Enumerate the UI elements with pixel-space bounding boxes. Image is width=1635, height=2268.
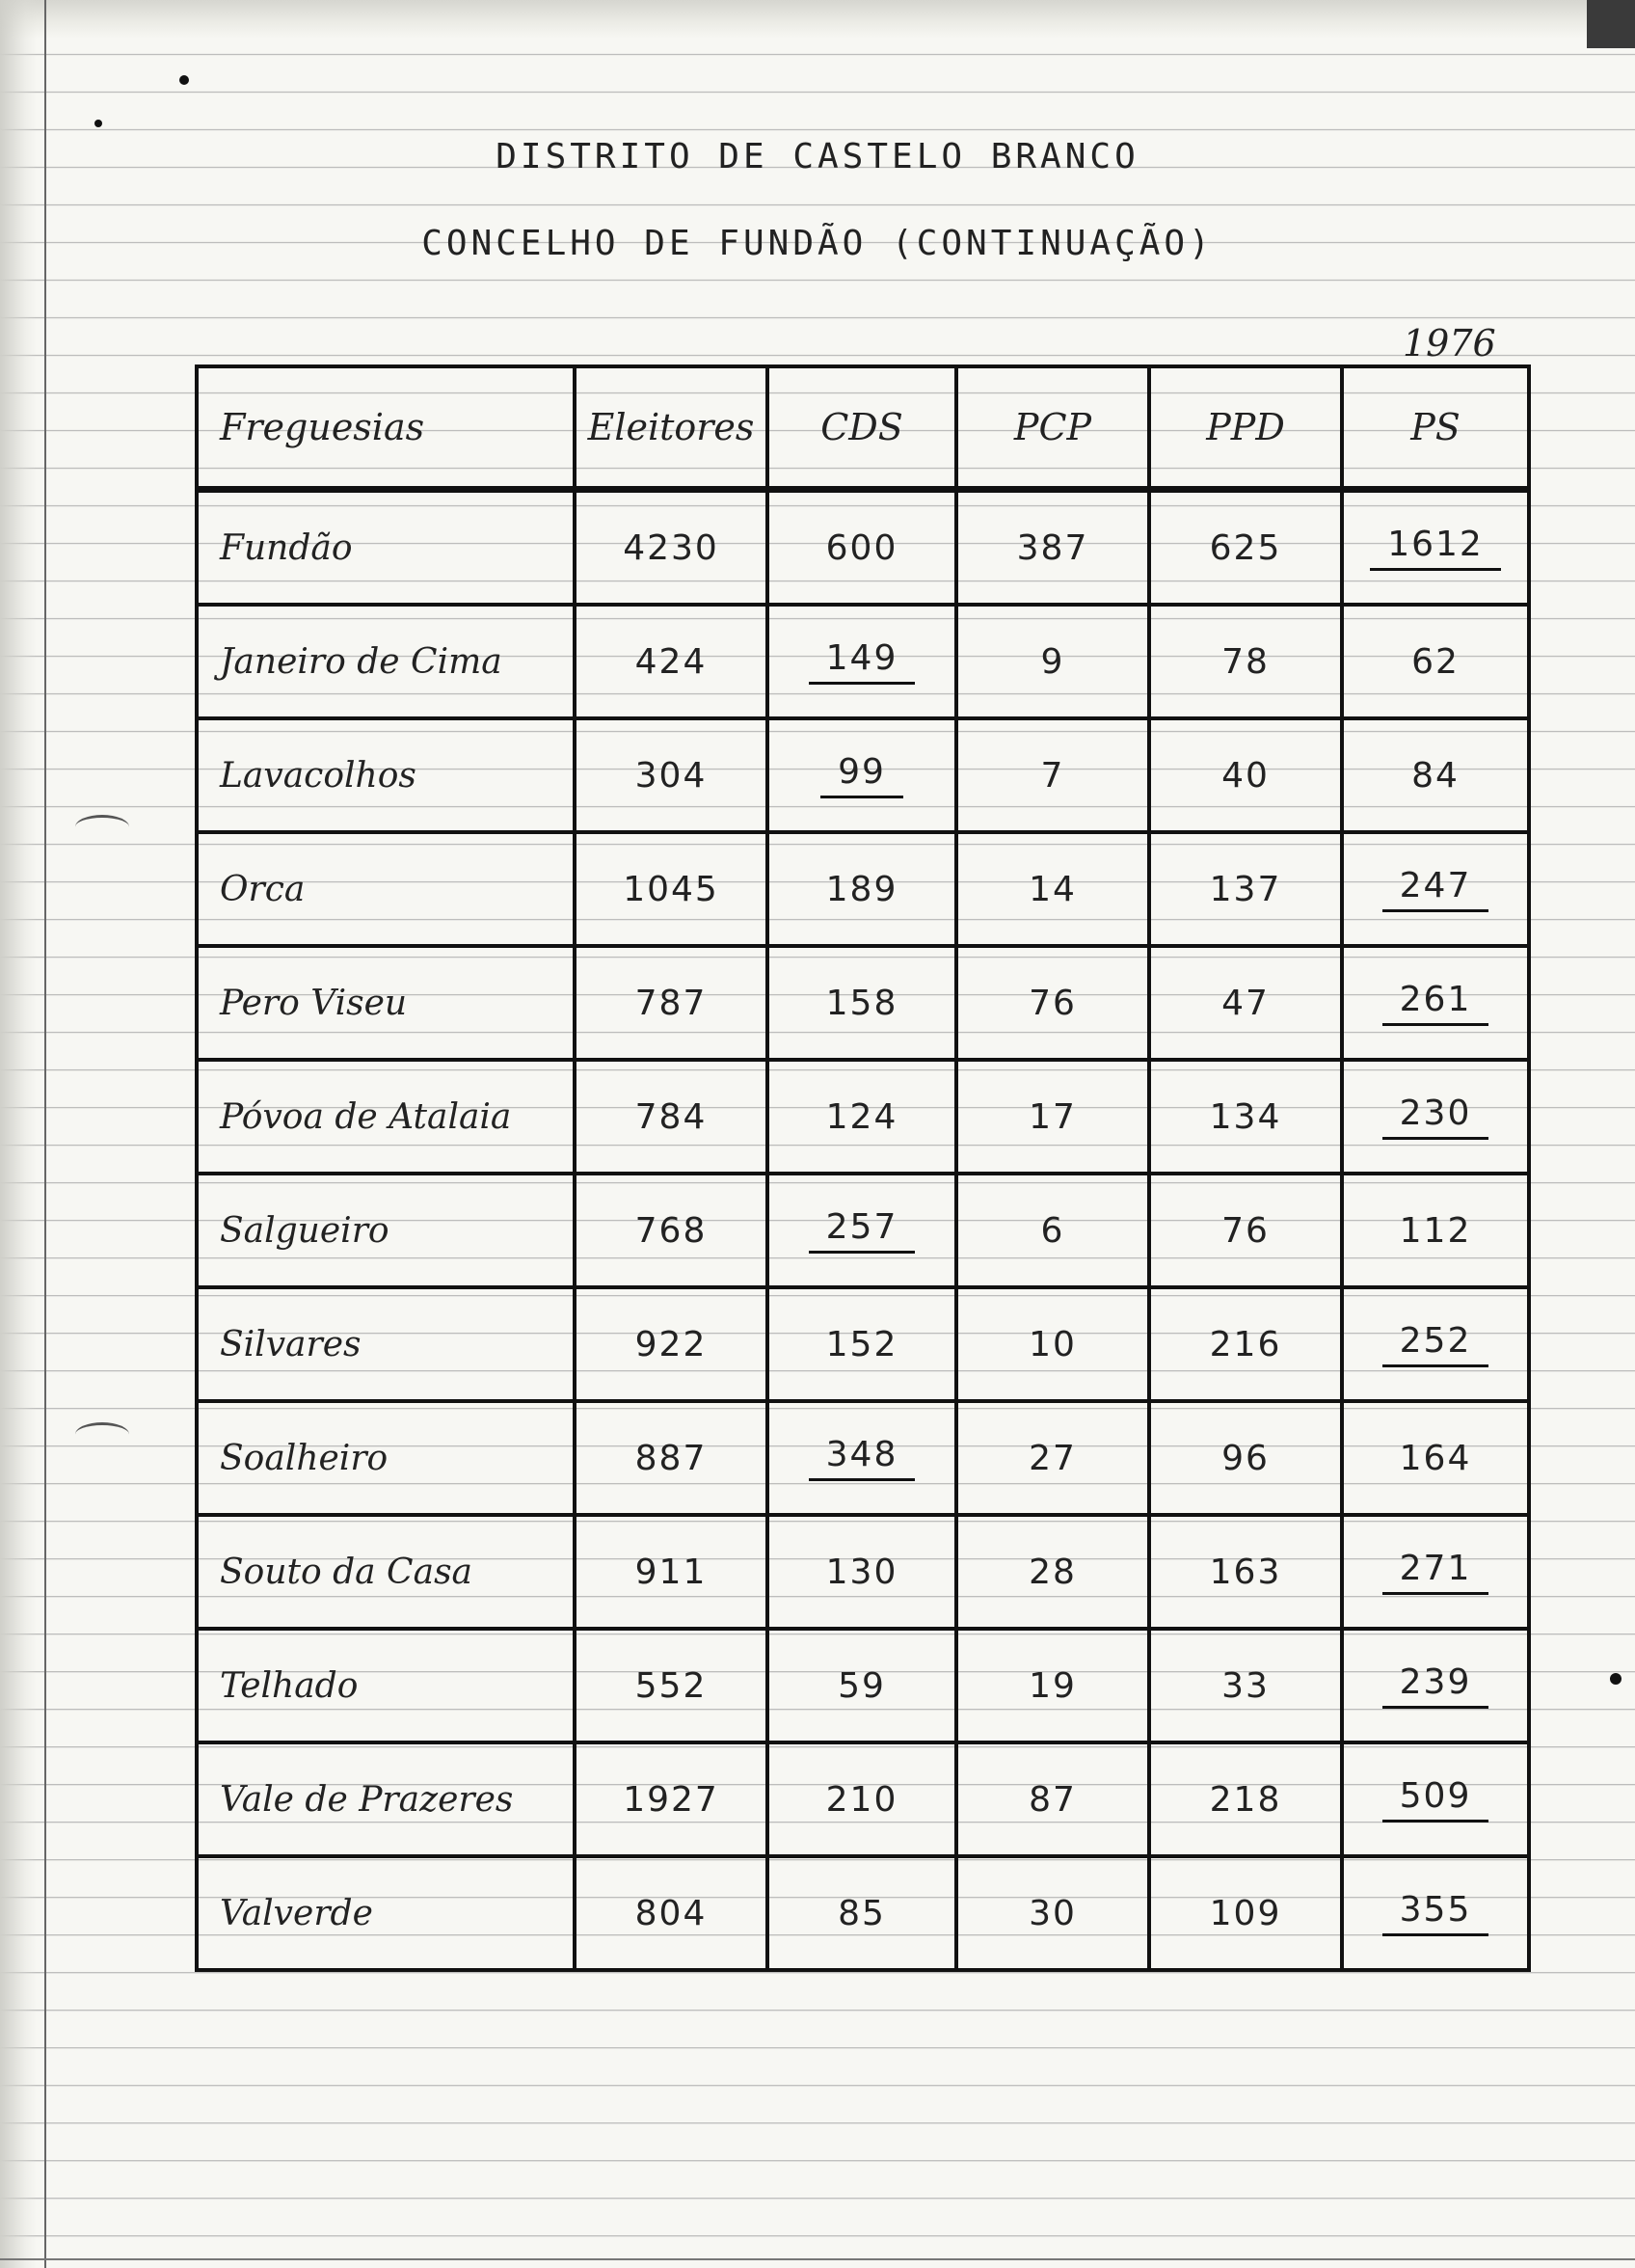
pcp-cell (956, 1060, 1149, 1174)
ps-cell (1342, 1515, 1529, 1629)
eleitores-value: 4230 (623, 527, 719, 568)
ps-value: 247 (1382, 866, 1489, 912)
cds-value: 149 (809, 638, 916, 685)
column-header-cds: CDS (767, 366, 956, 490)
ppd-cell (1149, 1856, 1342, 1970)
freguesia-cell: Vale de Prazeres (197, 1742, 575, 1856)
ppd-value: 47 (1221, 983, 1270, 1023)
cds-value: 210 (825, 1779, 898, 1820)
ppd-value: 216 (1209, 1324, 1282, 1364)
ppd-value: 137 (1209, 869, 1282, 909)
council-title: CONCELHO DE FUNDÃO (CONTINUAÇÃO) (421, 224, 1214, 263)
eleitores-value: 768 (634, 1210, 708, 1251)
pcp-value: 28 (1029, 1552, 1077, 1592)
ppd-cell (1149, 718, 1342, 832)
pcp-cell (956, 832, 1149, 946)
freguesia-cell: Pero Viseu (197, 946, 575, 1060)
cds-value: 600 (825, 527, 898, 568)
freguesia-cell: Telhado (197, 1629, 575, 1742)
ps-cell (1342, 490, 1529, 606)
cds-value: 130 (825, 1552, 898, 1592)
pcp-value: 76 (1029, 983, 1077, 1023)
pcp-cell (956, 1629, 1149, 1742)
pcp-value: 7 (1040, 755, 1065, 796)
ps-cell (1342, 718, 1529, 832)
eleitores-cell (575, 1287, 767, 1401)
ps-value: 271 (1382, 1549, 1489, 1595)
pcp-value: 6 (1040, 1210, 1065, 1251)
table-row (197, 946, 1529, 1060)
pcp-value: 387 (1016, 527, 1089, 568)
ps-cell (1342, 1629, 1529, 1742)
eleitores-cell (575, 1060, 767, 1174)
pcp-cell (956, 1515, 1149, 1629)
pcp-value: 9 (1040, 641, 1065, 682)
ps-value: 1612 (1370, 525, 1501, 571)
ppd-value: 78 (1221, 641, 1270, 682)
pcp-cell (956, 1856, 1149, 1970)
eleitores-cell (575, 1856, 767, 1970)
table-row (197, 1174, 1529, 1287)
eleitores-cell (575, 605, 767, 718)
ps-cell (1342, 605, 1529, 718)
cds-cell (767, 946, 956, 1060)
column-header-pcp: PCP (956, 366, 1149, 490)
column-header-eleitores: Eleitores (575, 366, 767, 490)
ppd-cell (1149, 490, 1342, 606)
freguesia-cell: Valverde (197, 1856, 575, 1970)
ps-value: 355 (1382, 1890, 1489, 1936)
ppd-value: 76 (1221, 1210, 1270, 1251)
column-header-ps: PS (1342, 366, 1529, 490)
eleitores-value: 911 (634, 1552, 708, 1592)
ppd-cell (1149, 1174, 1342, 1287)
ppd-cell (1149, 832, 1342, 946)
ppd-cell (1149, 1515, 1342, 1629)
eleitores-value: 1045 (623, 869, 719, 909)
ps-cell (1342, 946, 1529, 1060)
ps-cell (1342, 1174, 1529, 1287)
eleitores-value: 552 (634, 1665, 708, 1706)
pcp-value: 27 (1029, 1438, 1077, 1478)
punch-hole-mark (75, 1422, 129, 1446)
cds-value: 99 (820, 752, 903, 798)
ppd-value: 40 (1221, 755, 1270, 796)
table-row (197, 1629, 1529, 1742)
ppd-value: 109 (1209, 1893, 1282, 1933)
cds-cell (767, 605, 956, 718)
ps-value: 84 (1411, 755, 1460, 796)
table-row (197, 1515, 1529, 1629)
cds-value: 189 (825, 869, 898, 909)
eleitores-cell (575, 1629, 767, 1742)
eleitores-cell (575, 1742, 767, 1856)
ps-cell (1342, 1287, 1529, 1401)
pcp-cell (956, 718, 1149, 832)
eleitores-value: 424 (634, 641, 708, 682)
ppd-value: 96 (1221, 1438, 1270, 1478)
cds-value: 348 (809, 1435, 916, 1481)
scan-left-edge (0, 0, 37, 2268)
table-row (197, 1401, 1529, 1515)
freguesia-cell: Silvares (197, 1287, 575, 1401)
pcp-cell (956, 946, 1149, 1060)
cds-cell (767, 832, 956, 946)
cds-cell (767, 718, 956, 832)
freguesia-cell: Orca (197, 832, 575, 946)
eleitores-cell (575, 490, 767, 606)
freguesia-cell: Janeiro de Cima (197, 605, 575, 718)
cds-cell (767, 1401, 956, 1515)
ps-value: 62 (1411, 641, 1460, 682)
pcp-cell (956, 1287, 1149, 1401)
cds-value: 59 (838, 1665, 886, 1706)
year-label: 1976 (1403, 322, 1496, 364)
eleitores-value: 887 (634, 1438, 708, 1478)
scan-corner (1587, 0, 1635, 48)
ps-value: 230 (1382, 1094, 1489, 1140)
ppd-cell (1149, 1287, 1342, 1401)
cds-cell (767, 1174, 956, 1287)
ps-cell (1342, 832, 1529, 946)
pcp-cell (956, 1174, 1149, 1287)
bottom-rule (0, 2258, 1635, 2260)
freguesia-cell: Salgueiro (197, 1174, 575, 1287)
ps-cell (1342, 1401, 1529, 1515)
cds-cell (767, 1742, 956, 1856)
cds-value: 158 (825, 983, 898, 1023)
ink-dot (1610, 1673, 1622, 1685)
cds-cell (767, 1856, 956, 1970)
pcp-value: 19 (1029, 1665, 1077, 1706)
pcp-value: 87 (1029, 1779, 1077, 1820)
ppd-cell (1149, 946, 1342, 1060)
cds-cell (767, 1060, 956, 1174)
eleitores-cell (575, 1401, 767, 1515)
eleitores-value: 784 (634, 1096, 708, 1137)
ppd-cell (1149, 1629, 1342, 1742)
cds-cell (767, 1515, 956, 1629)
table-body (197, 490, 1529, 1971)
district-title: DISTRITO DE CASTELO BRANCO (496, 137, 1139, 176)
punch-hole-mark (75, 815, 129, 839)
ps-value: 112 (1399, 1210, 1472, 1251)
eleitores-value: 787 (634, 983, 708, 1023)
cds-cell (767, 1287, 956, 1401)
ps-value: 261 (1382, 980, 1489, 1026)
ps-value: 239 (1382, 1662, 1489, 1709)
ppd-cell (1149, 605, 1342, 718)
ppd-cell (1149, 1060, 1342, 1174)
scan-top-edge (0, 0, 1635, 39)
freguesia-cell: Fundão (197, 490, 575, 606)
pcp-value: 14 (1029, 869, 1077, 909)
ppd-value: 218 (1209, 1779, 1282, 1820)
column-header-ppd: PPD (1149, 366, 1342, 490)
pcp-value: 17 (1029, 1096, 1077, 1137)
cds-value: 257 (809, 1207, 916, 1254)
table-header-row (197, 366, 1529, 490)
ink-dot (179, 75, 189, 85)
results-table (195, 364, 1531, 1972)
column-header-freguesias: Freguesias (197, 366, 575, 490)
pcp-cell (956, 1401, 1149, 1515)
margin-line (44, 0, 46, 2268)
cds-value: 152 (825, 1324, 898, 1364)
table-row (197, 1287, 1529, 1401)
cds-value: 124 (825, 1096, 898, 1137)
freguesia-cell: Póvoa de Atalaia (197, 1060, 575, 1174)
ink-dot (94, 120, 102, 127)
freguesia-cell: Lavacolhos (197, 718, 575, 832)
ppd-value: 625 (1209, 527, 1282, 568)
ppd-value: 134 (1209, 1096, 1282, 1137)
pcp-cell (956, 605, 1149, 718)
table-row (197, 1856, 1529, 1970)
table-row (197, 832, 1529, 946)
freguesia-cell: Soalheiro (197, 1401, 575, 1515)
cds-cell (767, 490, 956, 606)
freguesia-cell: Souto da Casa (197, 1515, 575, 1629)
ps-value: 252 (1382, 1321, 1489, 1367)
eleitores-value: 304 (634, 755, 708, 796)
ps-cell (1342, 1060, 1529, 1174)
pcp-cell (956, 490, 1149, 606)
cds-value: 85 (838, 1893, 886, 1933)
ppd-cell (1149, 1742, 1342, 1856)
eleitores-cell (575, 946, 767, 1060)
pcp-cell (956, 1742, 1149, 1856)
eleitores-value: 922 (634, 1324, 708, 1364)
eleitores-cell (575, 1174, 767, 1287)
ps-cell (1342, 1856, 1529, 1970)
eleitores-cell (575, 1515, 767, 1629)
table-row (197, 1742, 1529, 1856)
pcp-value: 10 (1029, 1324, 1077, 1364)
ppd-value: 163 (1209, 1552, 1282, 1592)
cds-cell (767, 1629, 956, 1742)
eleitores-cell (575, 718, 767, 832)
eleitores-cell (575, 832, 767, 946)
ppd-value: 33 (1221, 1665, 1270, 1706)
ps-cell (1342, 1742, 1529, 1856)
pcp-value: 30 (1029, 1893, 1077, 1933)
eleitores-value: 804 (634, 1893, 708, 1933)
ps-value: 164 (1399, 1438, 1472, 1478)
table-row (197, 718, 1529, 832)
ps-value: 509 (1382, 1776, 1489, 1822)
table-row (197, 605, 1529, 718)
eleitores-value: 1927 (623, 1779, 719, 1820)
table-row (197, 1060, 1529, 1174)
ppd-cell (1149, 1401, 1342, 1515)
table-row (197, 490, 1529, 606)
